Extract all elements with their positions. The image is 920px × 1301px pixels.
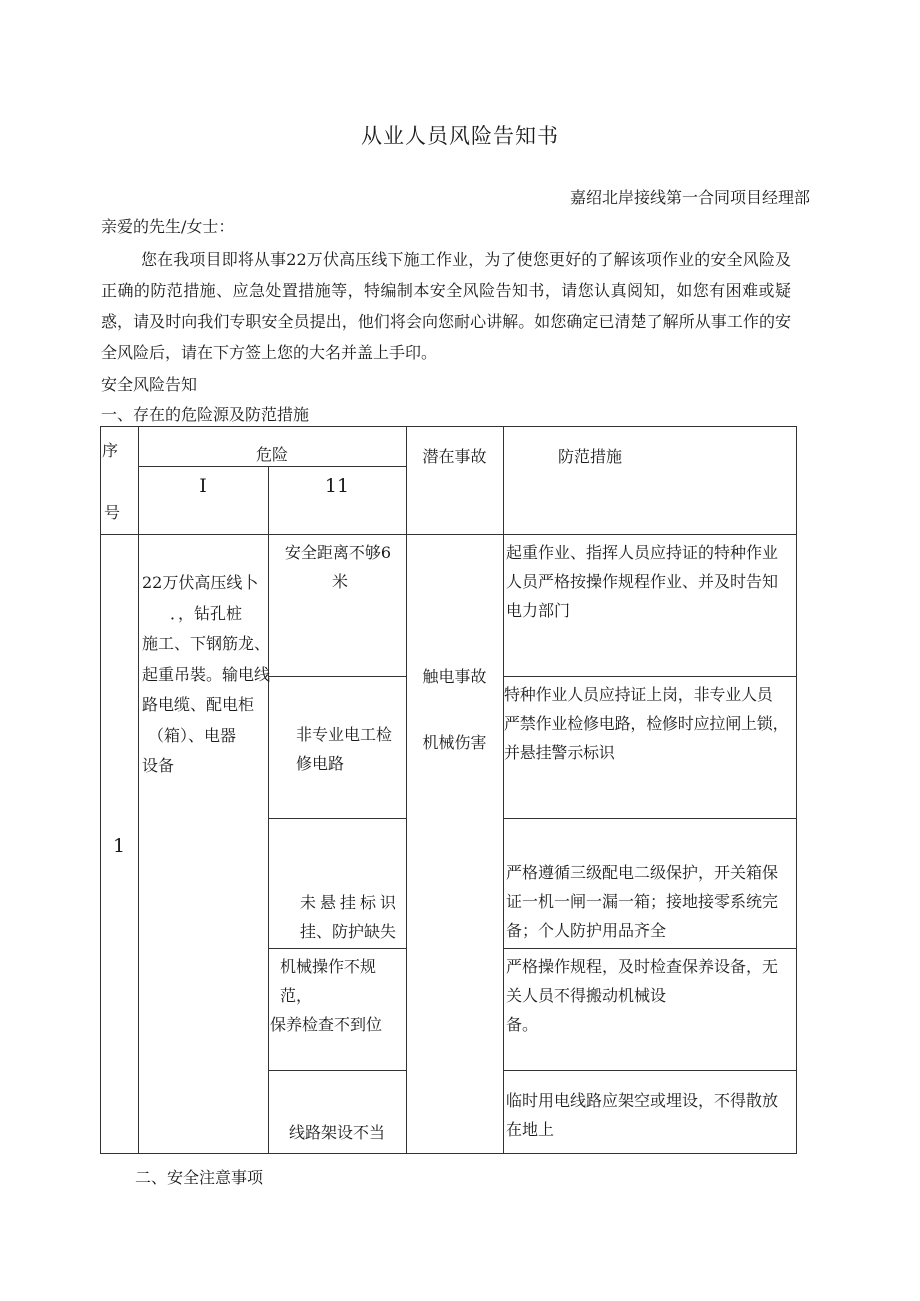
section-heading-2: 二、安全注意事项	[135, 1168, 264, 1187]
measure-line: 严格操作规程，及时检查保养设备，无	[506, 957, 779, 976]
measure-line: 关人员不得搬动机械设	[506, 986, 667, 1005]
table-line	[268, 676, 406, 677]
measure-line: 并悬挂警示标识	[504, 743, 615, 762]
hazard-line: 保养检查不到位	[270, 1015, 383, 1034]
activity-line: ．，钻孔桩	[170, 603, 243, 623]
hazard-line: 线路架设不当	[288, 1123, 385, 1142]
activity-line: 施工、下钢筋龙、	[142, 634, 271, 653]
hazard-line: 挂、防护缺失	[300, 922, 397, 941]
hazard-cell	[296, 720, 406, 778]
measure-cell	[506, 1086, 798, 1144]
activity-line: 路电缆、配电柜	[142, 695, 255, 714]
measure-line: 人员严格按操作规程作业、并及时告知	[506, 572, 779, 591]
table-line	[503, 818, 797, 819]
accident-line-2: 机械伤害	[422, 733, 487, 752]
measure-line: 备。	[506, 1015, 539, 1034]
intro-paragraph: 您在我项目即将从事22万伏高压线下施工作业，为了使您更好的了解该项作业的安全风险及正确的防范措施、应急处置措施等，特编制本安全风险告知书，请您认真阅知，如您有困难或疑惑，请及时向我们专职安全员提出，他们将会向您耐心讲解。如您确定已清楚了解所从事工作的安全风险后，请在下方签上您的大名并盖上手印。	[101, 250, 791, 362]
activity-line: 起重吊裝。输电线	[142, 664, 271, 684]
measure-line: 证一机一闸一漏一箱；接地接零系统完	[506, 892, 779, 911]
hazard-line: 安全距离不够6	[284, 543, 392, 562]
hazard-line: 非专业电工检	[296, 725, 393, 744]
risk-table	[100, 426, 797, 1154]
hazard-line: 机械操作不规范，	[280, 957, 377, 1005]
table-border-right	[796, 426, 797, 1154]
measure-cell	[504, 680, 798, 767]
measure-line: 备；个人防护用品齐全	[506, 921, 667, 940]
measure-line: 特种作业人员应持证上岗，非专业人员	[504, 685, 773, 704]
activity-line: 设备	[142, 756, 175, 775]
table-line	[503, 948, 797, 949]
table-line	[268, 1070, 406, 1071]
table-line	[406, 426, 407, 1154]
department-name: 嘉绍北岸接线第一合同项目经理部	[569, 188, 810, 207]
header-danger-ii: 11	[324, 475, 350, 497]
measure-line: 电力部门	[506, 601, 571, 620]
table-line	[100, 534, 797, 535]
header-seq-top: 序	[102, 441, 119, 460]
header-seq-bottom: 号	[104, 503, 121, 522]
hazard-cell	[268, 1118, 406, 1147]
measure-cell	[506, 858, 798, 945]
document-title: 从业人员风险告知书	[361, 124, 559, 148]
hazard-line: 未悬挂标识	[300, 893, 401, 912]
hazard-cell	[270, 952, 406, 1039]
accident-line-1: 触电事故	[422, 667, 487, 686]
measure-line: 起重作业、指挥人员应持证的特种作业	[506, 543, 779, 562]
activity-line: （箱）、电器	[148, 725, 237, 745]
measure-line: 严禁作业检修电路，检修时应拉闸上锁，	[504, 714, 789, 733]
section-heading-1: 一、存在的危险源及防范措施	[101, 405, 310, 424]
header-danger: 危险	[255, 445, 288, 464]
header-accident: 潜在事故	[422, 447, 487, 466]
measure-cell	[506, 538, 798, 625]
row-seq: 1	[112, 835, 126, 857]
activity-line: 22万伏高压线卜	[142, 573, 259, 592]
hazard-cell	[300, 888, 406, 946]
measure-line: 严格遵循三级配电二级保护，开关箱保	[506, 863, 779, 882]
table-line	[503, 426, 504, 1154]
section-label: 安全风险告知	[101, 375, 198, 394]
header-measures: 防范措施	[558, 447, 623, 466]
table-line	[268, 948, 406, 949]
hazard-cell	[270, 538, 406, 596]
greeting: 亲爱的先生/女士：	[101, 217, 235, 236]
table-border-left	[100, 426, 101, 1154]
measure-line: 在地上	[506, 1120, 555, 1139]
table-line	[503, 1070, 797, 1071]
table-border-top	[100, 426, 797, 427]
measure-line: 临时用电线路应架空或埋设，不得散放	[506, 1091, 779, 1110]
table-line	[268, 818, 406, 819]
hazard-line: 米	[332, 572, 349, 591]
table-line	[138, 426, 139, 1154]
measure-cell	[506, 952, 798, 1039]
table-line	[503, 676, 797, 677]
header-danger-i: I	[199, 475, 207, 497]
table-border-bottom	[100, 1153, 797, 1154]
hazard-line: 修电路	[296, 754, 345, 773]
activity-cell	[142, 568, 270, 782]
